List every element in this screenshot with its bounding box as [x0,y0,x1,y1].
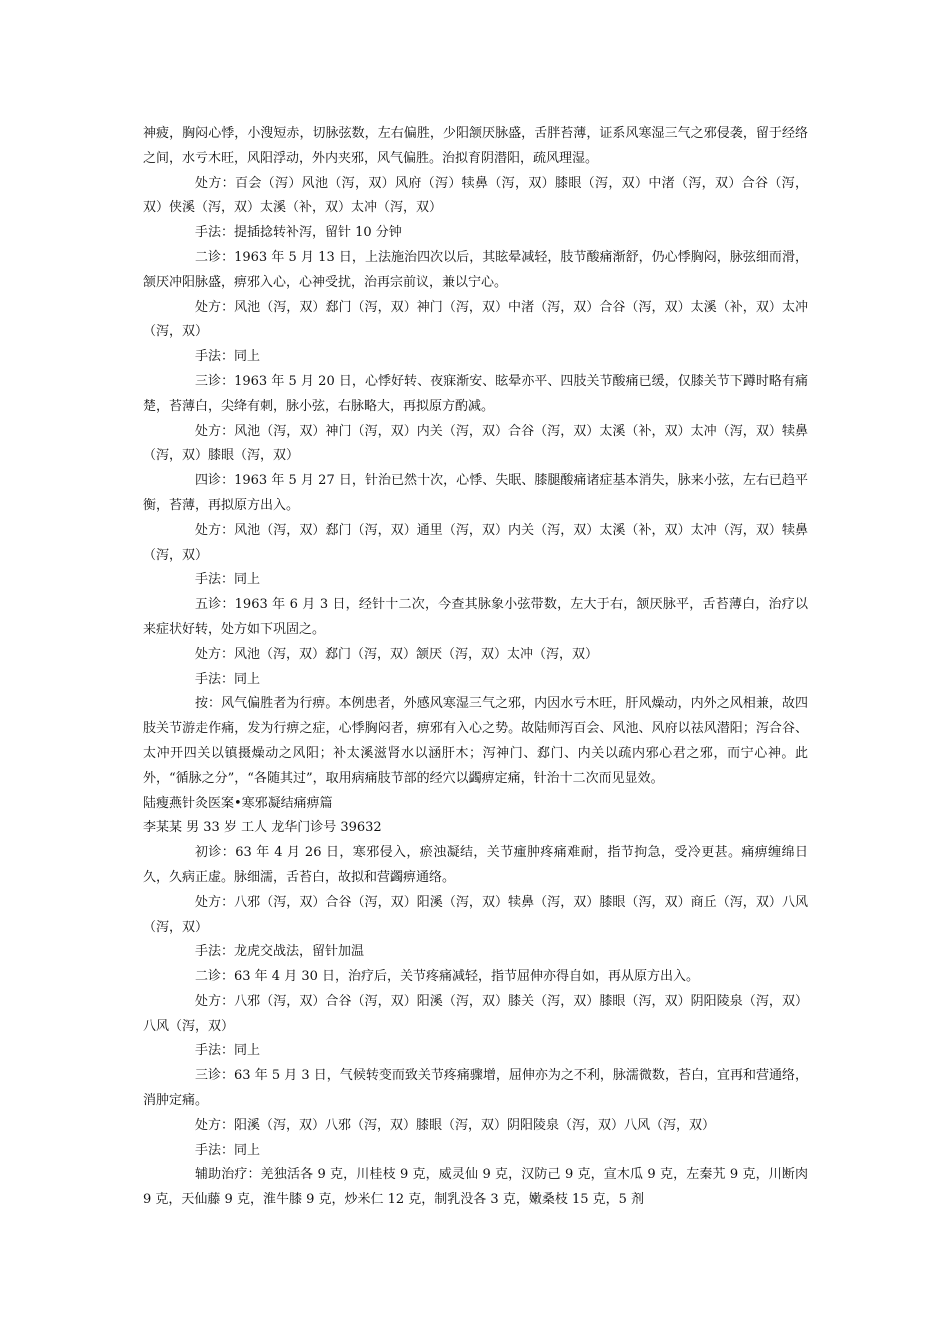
paragraph: 处方：风池（泻，双）郄门（泻，双）颔厌（泻，双）太冲（泻，双） [195,646,599,662]
paragraph: 三诊：63 年 5 月 3 日，气候转变而致关节疼痛骤增，屈伸亦为之不利，脉濡微数，苔白，宜再和营通络，消肿定痛。 [143,1068,808,1109]
paragraph: 五诊：1963 年 6 月 3 日，经针十二次，今查其脉象小弦带数，左大于右，颔厌脉平，舌苔薄白，治疗以来症状好转，处方如下巩固之。 [143,597,808,637]
paragraph: 处方：风池（泻，双）郄门（泻，双）神门（泻，双）中渚（泻，双）合谷（泻，双）太溪（补，双）太冲（泻，双） [143,299,808,340]
paragraph: 手法：同上 [195,1142,261,1158]
paragraph: 神疲，胸闷心悸，小溲短赤，切脉弦数，左右偏胜，少阳颔厌脉盛，舌胖苔薄，证系风寒湿三气之邪侵袭，留于经络之间，水亏木旺，风阳浮动，外内夹邪，风气偏胜。治拟育阴潜阳，疏风理湿。 [143,126,808,166]
paragraph: 手法：同上 [195,671,261,687]
paragraph: 二诊：1963 年 5 月 13 日，上法施治四次以后，其眩晕减轻，肢节酸痛渐舒，仍心悸胸闷，脉弦细而滑，颔厌冲阳脉盛，痹邪入心，心神受扰，治再宗前议，兼以宁心。 [143,249,808,290]
paragraph: 辅助治疗：羌独活各 9 克，川桂枝 9 克，威灵仙 9 克，汉防己 9 克，宣木瓜 9 克，左秦艽 9 克，川断肉 9 克，天仙藤 9 克，淮牛膝 9 克，炒米仁 12 克，制乳没各 3 克，嫩桑枝 15 克，5 剂 [143,1167,808,1208]
paragraph: 四诊：1963 年 5 月 27 日，针治已然十次，心悸、失眠、膝腿酸痛诸症基本消失，脉来小弦，左右已趋平衡，苔薄，再拟原方出入。 [143,473,808,513]
paragraph: 处方：风池（泻，双）神门（泻，双）内关（泻，双）合谷（泻，双）太溪（补，双）太冲（泻，双）犊鼻（泻，双）膝眼（泻，双） [143,423,808,464]
paragraph: 李某某 男 33 岁 工人 龙华门诊号 39632 [143,820,382,836]
paragraph: 手法：龙虎交战法，留针加温 [195,944,365,960]
paragraph: 处方：阳溪（泻，双）八邪（泻，双）膝眼（泻，双）阴阳陵泉（泻，双）八风（泻，双） [195,1117,716,1133]
paragraph: 手法：同上 [195,572,261,588]
paragraph: 处方：百会（泻）风池（泻，双）风府（泻）犊鼻（泻，双）膝眼（泻，双）中渚（泻，双）合谷（泻，双）侠溪（泻，双）太溪（补，双）太冲（泻，双） [143,175,808,216]
paragraph: 初诊：63 年 4 月 26 日，寒邪侵入，瘀浊凝结，关节瘇肿疼痛难耐，指节拘急，受冷更甚。痛痹缠绵日久，久病正虚。脉细濡，舌苔白，故拟和营蠲痹通络。 [143,845,808,885]
paragraph: 处方：八邪（泻，双）合谷（泻，双）阳溪（泻，双）膝关（泻，双）膝眼（泻，双）阴阳陵泉（泻，双）八风（泻，双） [143,993,808,1034]
paragraph: 手法：提插捻转补泻，留针 10 分钟 [195,225,402,241]
paragraph: 三诊：1963 年 5 月 20 日，心悸好转、夜寐渐安、眩晕亦平、四肢关节酸痛已缓，仅膝关节下蹲时略有痛楚，苔薄白，尖绛有刺，脉小弦，右脉略大，再拟原方酌减。 [143,373,808,414]
paragraph: 处方：八邪（泻，双）合谷（泻，双）阳溪（泻，双）犊鼻（泻，双）膝眼（泻，双）商丘（泻，双）八风（泻，双） [143,894,808,935]
document-body [143,122,808,1213]
paragraph: 手法：同上 [195,1043,261,1059]
paragraph: 手法：同上 [195,349,261,365]
paragraph: 陆瘦燕针灸医案•寒邪凝结痛痹篇 [143,795,333,811]
paragraph: 处方：风池（泻，双）郄门（泻，双）通里（泻，双）内关（泻，双）太溪（补，双）太冲（泻，双）犊鼻（泻，双） [143,522,808,563]
paragraph: 二诊：63 年 4 月 30 日，治疗后，关节疼痛减轻，指节屈伸亦得自如，再从原方出入。 [195,969,700,985]
paragraph: 按：风气偏胜者为行痹。本例患者，外感风寒湿三气之邪，内因水亏木旺，肝风燥动，内外之风相兼，故四肢关节游走作痛，发为行痹之症，心悸胸闷者，痹邪有入心之势。故陆师泻百会、风池、风府以祛风潜阳；泻合谷、太冲开四关以镇摄燥动之风阳；补太溪滋肾水以涵肝木；泻神门、郄门、内关以疏内邪心君之邪，而宁心神。此外，“循脉之分”，“各随其过”，取用病痛肢节部的经穴以蠲痹定痛，针治十二次而见显效。 [143,696,808,786]
